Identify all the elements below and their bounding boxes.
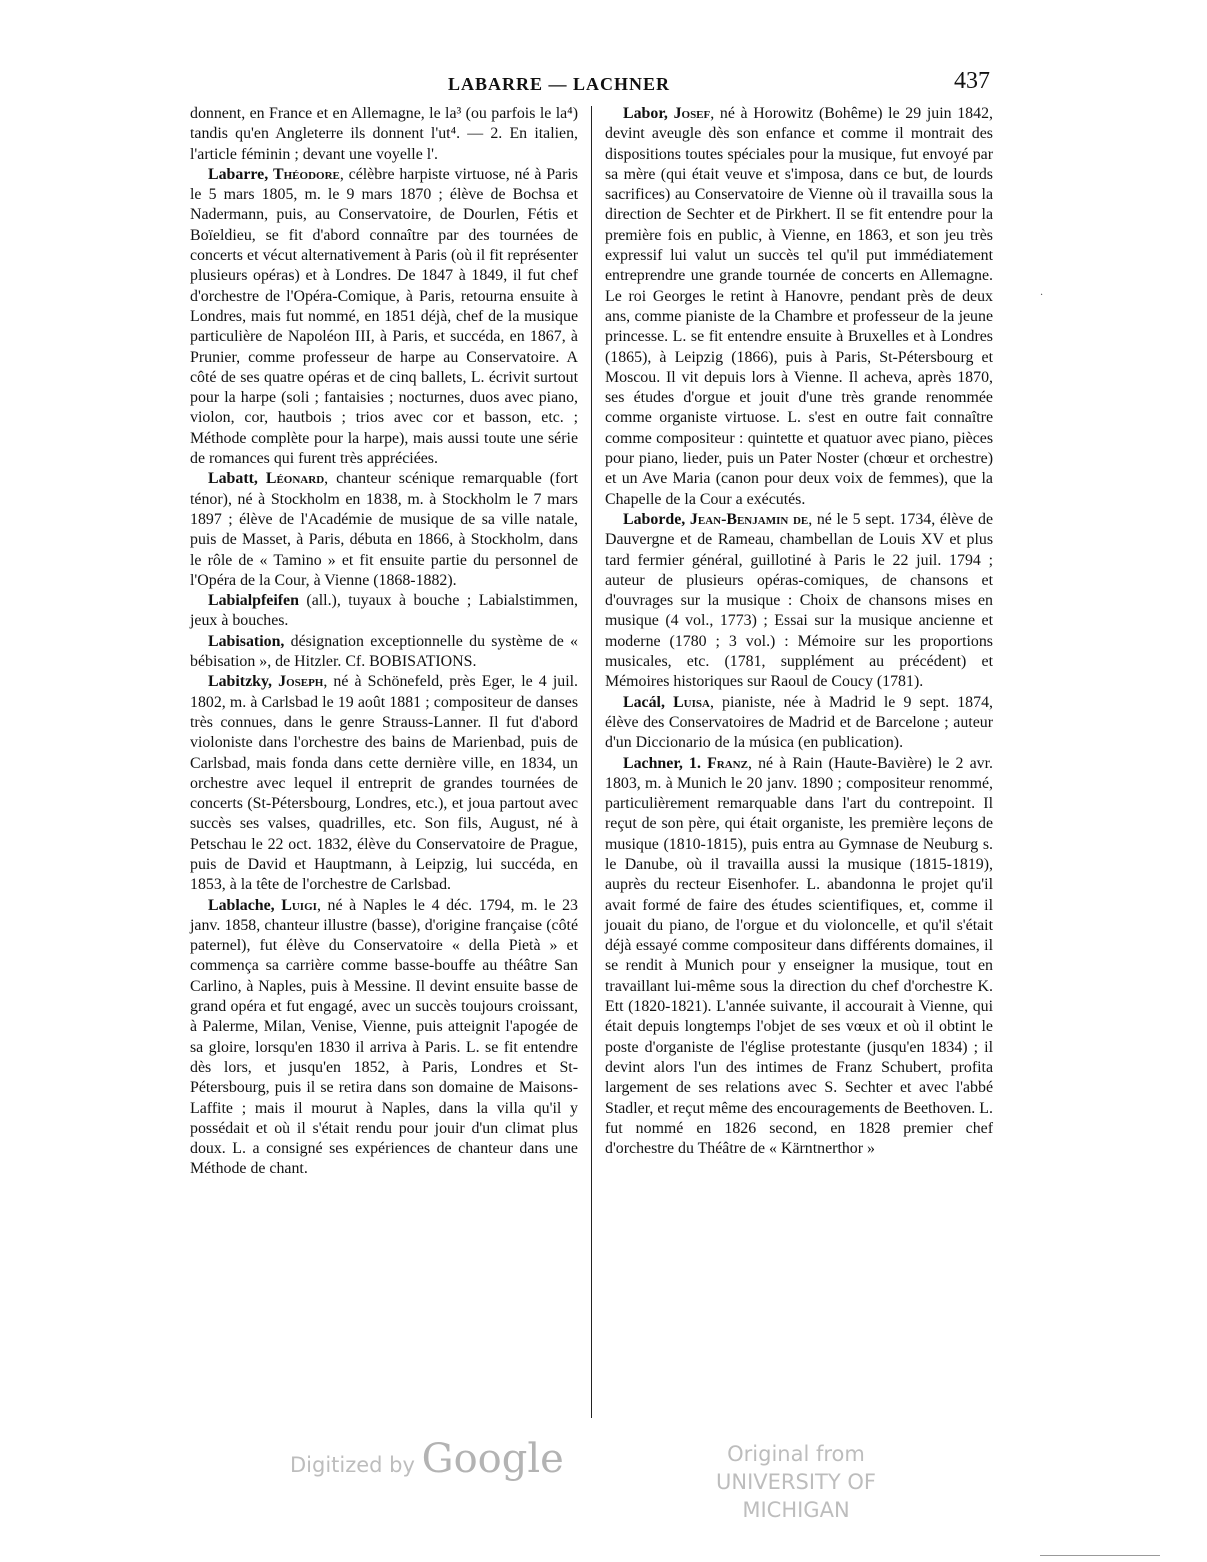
entry-body: , pianiste, née à Madrid le 9 sept. 1874, élève des Conservatoires de Madrid et de Barcelone ; auteur d'un Diccionario de la música (en publication). [605, 693, 993, 752]
dictionary-entry [605, 104, 993, 510]
right-column [605, 104, 993, 1159]
university-line: UNIVERSITY OF MICHIGAN [716, 1470, 876, 1522]
entry-firstname: Luisa [673, 693, 710, 711]
entry-firstname: Théodore [273, 165, 340, 183]
entry-firstname: 1. Franz [689, 754, 748, 772]
dictionary-entry [190, 591, 578, 632]
entry-body: (all.), tuyaux à bouche ; Labialstimmen, jeux à bouches. [190, 592, 578, 630]
dictionary-entry [190, 104, 578, 165]
entry-headword: Labatt, [208, 470, 266, 488]
scan-edge-line [1040, 1555, 1160, 1556]
entry-body: , célèbre harpiste virtuose, né à Paris le 5 mars 1805, m. le 9 mars 1870 ; élève de Bochsa et Nadermann, puis, au Conservatoire, de Dourlen, Fétis et Boïeldieu, se fit d'abord connaître par des tournées de concerts et vécut alternativement à Paris (où il fit représenter plusieurs opéras) et à Londres. De 1847 à 1849, il fut chef d'orchestre de l'Opéra-Comique, à Paris, retourna ensuite à Londres, mais fut nommé, en 1851 déjà, chef de la musique particulière de Napoléon III, à Paris, et succéda, en 1867, à Prunier, comme professeur de harpe au Conservatoire. A côté de ses quatre opéras et de cinq ballets, L. écrivit surtout pour la harpe (soli ; fantaisies ; nocturnes, duos avec piano, violon, cor, hautbois ; trios avec cor et basson, etc. ; Méthode complète pour la harpe), mais aussi toute une série de romances qui furent très appréciées. [190, 165, 578, 468]
scan-speck: · [1040, 290, 1044, 301]
entry-body: , né le 5 sept. 1734, élève de Dauvergne et de Rameau, chambellan de Louis XV et plus tard fermier général, guillotiné à Paris le 22 juil. 1794 ; auteur de plusieurs opéras-comiques, de chansons et d'ouvrages sur la musique : Choix de chansons mises en musique (4 vol., 1773) ; Essai sur la musique ancienne et moderne (1780 ; 3 vol.) : Mémoire sur les proportions musicales, etc. (1781, supplément au précédent) et Mémoires historiques sur Raoul de Coucy (1781). [605, 510, 993, 691]
entry-body: désignation exceptionnelle du système de « bébisation », de Hitzler. Cf. BOBISATIONS. [190, 632, 578, 671]
entry-body: , né à Horowitz (Bohême) le 29 juin 1842, devint aveugle dès son enfance et comme il montrait des dispositions toutes spéciales pour la musique, fut envoyé par sa mère (qui était veuve et s'imposa, dans ce but, de lourds sacrifices) au Conservatoire de Vienne où il travailla sous la direction de Sechter et de Pirkhert. Il se fit entendre pour la première fois en public, à Vienne, en 1863, et son jeu très expressif lui valut un succès tel qu'il put immédiatement entreprendre une grande tournée de concerts en Allemagne. Le roi Georges le retint à Hanovre, pendant près de deux ans, comme pianiste de la Chambre et professeur de la jeune princesse. L. se fit entendre ensuite à Bruxelles et à Londres (1865), à Leipzig (1866), puis à Paris, St-Pétersbourg et Moscou. Il vit depuis lors à Vienne. Il acheva, après 1870, ses études d'orgue et jouit d'une très grande renommée comme organiste virtuose. L. s'est en outre fait connaître comme compositeur : quintette et quatuor avec piano, pièces pour piano, lieder, puis un Pater Noster (chœur et orchestre) et un Ave Maria (canon pour deux voix de femmes), que la Chapelle de la Cour a exécutés. [605, 105, 993, 508]
original-from-line: Original from [727, 1442, 865, 1466]
entry-headword: Lablache, [208, 896, 282, 914]
dictionary-entry [190, 632, 578, 673]
dictionary-entry [190, 672, 578, 895]
running-head: LABARRE — LACHNER [448, 74, 671, 94]
entry-firstname: Joseph [278, 673, 324, 691]
page-number: 437 [954, 68, 990, 94]
entry-firstname: Jean-Benjamin de [689, 510, 809, 528]
entry-headword: Labialpfeifen [208, 592, 307, 610]
column-divider [591, 106, 592, 1418]
entry-firstname: Léonard [265, 470, 325, 488]
left-column [190, 104, 578, 1180]
digitized-by-google-watermark [290, 1436, 564, 1482]
entry-body: , chanteur scénique remarquable (fort ténor), né à Stockholm en 1838, m. à Stockholm le 7 mars 1897 ; élève de l'Académie de musique de sa ville natale, puis de Masset, à Paris, débuta en 1866, à Stockholm, dans le rôle de « Tamino » et fit ensuite partie du personnel de l'Opéra de la Cour, à Vienne (1868-1882). [190, 470, 578, 589]
original-from-watermark [666, 1440, 926, 1524]
entry-headword: Labisation, [208, 632, 291, 650]
dictionary-entry [605, 510, 993, 693]
google-wordmark: Google [421, 1436, 564, 1482]
entry-headword: Labor, [623, 105, 674, 122]
dictionary-entry [605, 693, 993, 754]
entry-headword: Lacál, [623, 693, 674, 711]
dictionary-entry [190, 896, 578, 1180]
dictionary-entry [190, 165, 578, 469]
entry-headword: Labitzky, [208, 673, 279, 691]
entry-headword: Lachner, [623, 754, 690, 772]
entry-body: , né à Schönefeld, près Eger, le 4 juil. 1802, m. à Carlsbad le 19 août 1881 ; compositeur de danses très connues, dans le genre Strauss-Lanner. Il fut d'abord violoniste dans l'orchestre des bains de Marienbad, puis de Carlsbad, mais fonda dans cette dernière ville, en 1834, un orchestre avec lequel il entreprit de grandes tournées de concerts (St-Pétersbourg, Londres, etc.), et joua partout avec succès ses valses, quadrilles, etc. Son fils, August, né à Petschau le 22 oct. 1832, élève du Conservatoire de Prague, puis de David et Hauptmann, à Leipzig, lui succéda, en 1853, à la tête de l'orchestre de Carlsbad. [190, 673, 578, 894]
entry-body: , né à Rain (Haute-Bavière) le 2 avr. 1803, m. à Munich le 20 janv. 1890 ; compositeur renommé, particulièrement remarquable dans l'art du contrepoint. Il reçut de son père, qui était organiste, les première leçons de musique (1810-1815), puis entra au Gymnase de Neuburg s. le Danube, où il travailla aussi la musique (1815-1819), auprès du recteur Eisenhofer. L. abandonna le projet qu'il avait formé de faire des études scientifiques, et, comme il jouait du piano, de l'orgue et du violoncelle, et qu'il s'était déjà essayé comme compositeur dans différents domaines, il se rendit à Munich pour y enseigner la musique, tout en travaillant lui-même sous la direction du chef d'orchestre K. Ett (1820-1821). L'année suivante, il accourait à Vienne, qui était depuis longtemps l'objet de ses vœux et où il obtint le poste d'organiste de l'église protestante (jusqu'en 1834) ; il devint alors l'un des intimes de Franz Schubert, profita largement de ses relations avec S. Sechter et avec l'abbé Stadler, et reçut même des encouragements de Beethoven. L. fut nommé en 1826 second, en 1828 premier chef d'orchestre du Théâtre de « Kärntnerthor » [605, 754, 993, 1158]
entry-firstname: Luigi [281, 896, 317, 914]
entry-body: , né à Naples le 4 déc. 1794, m. le 23 janv. 1858, chanteur illustre (basse), d'origine française (côté paternel), fut élève du Conservatoire « della Pietà » et commença sa carrière comme basse-bouffe au théâtre San Carlino, à Naples, puis à Messine. Il devint ensuite basse de grand opéra et fut engagé, avec un succès toujours croissant, à Palerme, Milan, Venise, Vienne, puis atteignit l'apogée de sa gloire, lorsqu'en 1830 il arriva à Paris. L. se fit entendre dès lors, et jusqu'en 1852, à Paris, Londres et St-Pétersbourg, puis il se retira dans son domaine de Maisons-Laffite ; mais il mourut à Naples, dans la villa qu'il y possédait et où il s'était rendu pour jouir d'un climat plus doux. L. a consigné ses expériences de chanteur dans une Méthode de chant. [190, 896, 578, 1178]
dictionary-entry [605, 754, 993, 1160]
digitized-prefix: Digitized by [290, 1453, 415, 1477]
entry-firstname: Josef [673, 105, 711, 122]
entry-headword: Laborde, [623, 510, 690, 528]
entry-headword: Labarre, [208, 165, 274, 183]
dictionary-entry [190, 469, 578, 591]
entry-body: donnent, en France et en Allemagne, le la³ (ou parfois le la⁴) tandis qu'en Angleterre ils donnent l'ut⁴. — 2. En italien, l'article féminin ; devant une voyelle l'. [190, 105, 578, 163]
page-header [190, 68, 990, 98]
